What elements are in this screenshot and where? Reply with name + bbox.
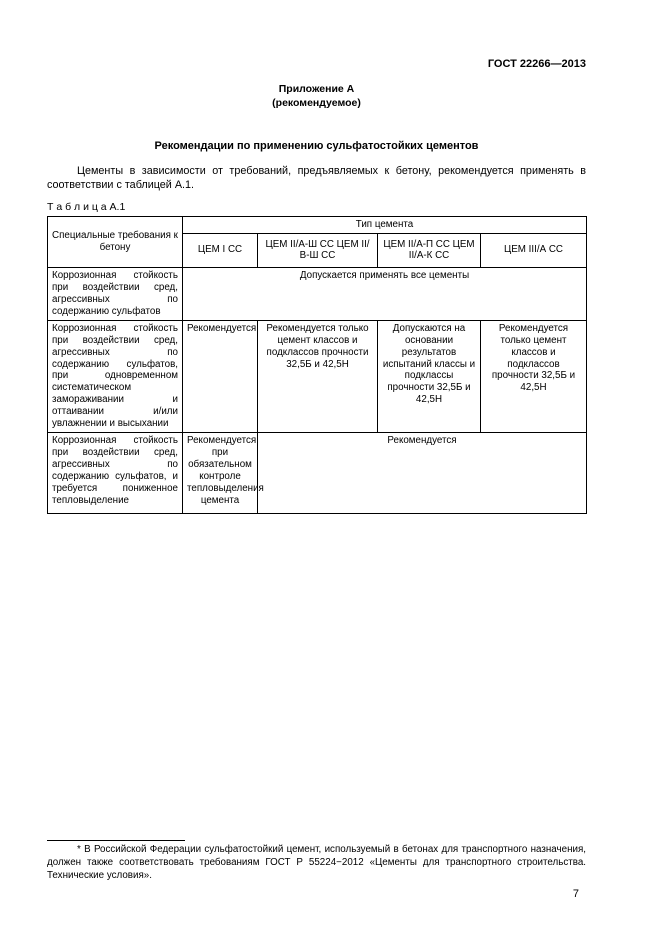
table-cell-requirement: Коррозионная стойкость при воздействии сред, агрессивных по содержанию сульфатов <box>48 267 183 320</box>
intro-paragraph: Цементы в зависимости от требований, предъявляемых к бетону, рекомендуется применять в соответствии с таблицей А.1. <box>47 165 586 192</box>
table-cell-cem-ii-sh: Рекомендуется только цемент классов и подклассов прочности 32,5Б и 42,5Н <box>258 320 378 432</box>
header-cem-ii-p-k: ЦЕМ II/А-П СС ЦЕМ II/А-К СС <box>378 233 481 267</box>
table-row <box>48 320 587 432</box>
page-number: 7 <box>572 888 579 900</box>
table-label: Т а б л и ц а А.1 <box>47 201 126 213</box>
table-cell-all-cements: Допускается применять все цементы <box>183 267 587 320</box>
header-cem-i: ЦЕМ I СС <box>183 233 258 267</box>
footnote-text: * В Российской Федерации сульфатостойкий цемент, используемый в бетонах для транспортного назначения, должен также соответствовать требованиям ГОСТ Р 55224−2012 «Цементы для транспортного строительства. Технические условия». <box>47 844 586 881</box>
table-cell-cem-ii-p-k: Допускаются на основании результатов испытаний классы и подклассы прочности 32,5Б и 42,5Н <box>378 320 481 432</box>
header-cem-ii-sh: ЦЕМ II/А-Ш СС ЦЕМ II/В-Ш СС <box>258 233 378 267</box>
table-cell-requirement: Коррозионная стойкость при воздействии сред, агрессивных по содержанию сульфатов, и требуется пониженное тепловыделение <box>48 433 183 514</box>
table-header-group-row <box>48 217 587 234</box>
table-row <box>48 267 587 320</box>
doc-number: ГОСТ 22266—2013 <box>487 58 586 70</box>
footnote-divider <box>47 840 185 841</box>
header-requirements: Специальные требования к бетону <box>48 217 183 268</box>
footnote <box>47 840 586 883</box>
table-row <box>48 433 587 514</box>
table-cell-cem-i: Рекомендуется при обязательном контроле тепловыделения цемента <box>183 433 258 514</box>
table-cell-requirement: Коррозионная стойкость при воздействии сред, агрессивных по содержанию сульфатов, при одновременном систематическом замораживании и оттаивании и/или увлажнении и высыхании <box>48 320 183 432</box>
appendix-heading <box>47 83 586 110</box>
header-cement-type-group: Тип цемента <box>183 217 587 234</box>
cement-recommendations-table <box>47 216 587 514</box>
table-cell-rest: Рекомендуется <box>258 433 587 514</box>
appendix-subtitle: (рекомендуемое) <box>272 96 361 109</box>
table-cell-cem-iii: Рекомендуется только цемент классов и подклассов прочности 32,5Б и 42,5Н <box>481 320 587 432</box>
section-title: Рекомендации по применению сульфатостойких цементов <box>154 140 479 152</box>
appendix-title: Приложение А <box>278 83 355 95</box>
header-cem-iii: ЦЕМ III/А СС <box>481 233 587 267</box>
table-cell-cem-i: Рекомендуется <box>183 320 258 432</box>
